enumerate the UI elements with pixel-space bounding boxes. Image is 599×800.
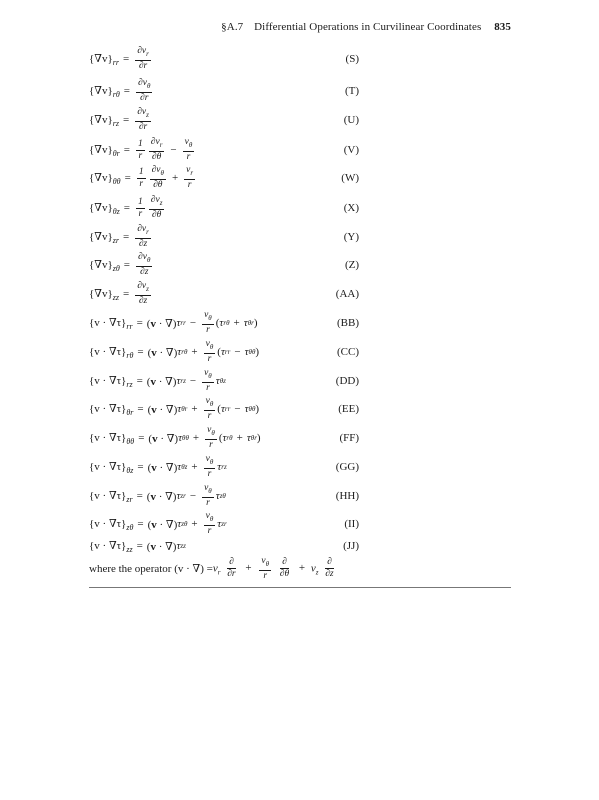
equation-row: [89, 336, 359, 368]
equation-label: (S): [345, 53, 359, 65]
equation-lhs: $\{v \cdot \nabla\tau\}_{zr}$: [89, 489, 133, 504]
horizontal-rule: [89, 587, 511, 588]
equation-label: (FF): [339, 432, 359, 444]
equation-label: (EE): [338, 403, 359, 415]
equation-label: (U): [343, 114, 359, 126]
equation-label: (HH): [335, 490, 359, 502]
equation-math: $\{\nabla v\}_{rz}$ = $\frac{\partial v_z}{\partial r}$: [89, 107, 149, 132]
equation-math: $\{v \cdot \nabla\tau\}_{\theta z}$ = (v · ∇) τ θz + $\frac{v_\theta}{r}$ τ rz: [89, 454, 227, 479]
equation-math: $\{v \cdot \nabla\tau\}_{r\theta}$ = (v · ∇) τ rθ + $\frac{v_\theta}{r}$ ( τ rr − τ θθ ): [89, 339, 260, 364]
equation-label: (GG): [335, 461, 359, 473]
equation-label: (Z): [344, 259, 359, 271]
equation-lhs: $\{\nabla v\}_{z\theta}$: [89, 258, 120, 273]
equation-row: [89, 104, 359, 136]
equation-label: (AA): [335, 288, 359, 300]
equation-math: $\{v \cdot \nabla\tau\}_{\theta r}$ = (v · ∇) τ θr + $\frac{v_\theta}{r}$ ( τ rr − τ θθ ): [89, 396, 260, 421]
equation-lhs: $\{\nabla v\}_{rr}$: [89, 52, 119, 67]
equation-row: [89, 192, 359, 224]
equation-row: [89, 451, 359, 483]
equation-label: (CC): [337, 346, 359, 358]
operator-expression: $v_r$ $\frac{\partial}{\partial r}$ + $\frac{v_\theta}{r}$ $\frac{\partial}{\partial\theta}$ + $v_z$ $\frac{\partial}{\partial z}$: [212, 556, 334, 581]
equation-math: $\{\nabla v\}_{z\theta}$ = $\frac{\partial v_\theta}{\partial z}$: [89, 252, 151, 277]
equation-lhs: $\{\nabla v\}_{zz}$: [89, 287, 119, 302]
page-number: 835: [494, 21, 511, 33]
equation-row: [89, 393, 359, 425]
equation-math: $\{\nabla v\}_{zr}$ = $\frac{\partial v_r}{\partial z}$: [89, 224, 149, 249]
equation-label: (BB): [337, 317, 359, 329]
equation-lhs: $\{v \cdot \nabla\tau\}_{r\theta}$: [89, 345, 134, 360]
equation-math: $\{v \cdot \nabla\tau\}_{rz}$ = (v · ∇) τ rz − $\frac{v_\theta}{r}$ τ θz: [89, 368, 226, 393]
equation-label: (DD): [335, 375, 359, 387]
equation-label: (T): [344, 85, 359, 97]
equation-row: [89, 422, 359, 454]
equation-lhs: $\{v \cdot \nabla\tau\}_{\theta\theta}$: [89, 431, 135, 446]
equation-row: [89, 43, 359, 75]
equation-lhs: $\{v \cdot \nabla\tau\}_{zz}$: [89, 539, 133, 554]
equation-math: $\{v \cdot \nabla\tau\}_{zr}$ = (v · ∇) τ zr − $\frac{v_\theta}{r}$ τ zθ: [89, 483, 226, 508]
equation-lhs: $\{\nabla v\}_{rz}$: [89, 113, 119, 128]
equation-lhs: $\{v \cdot \nabla\tau\}_{rz}$: [89, 374, 133, 389]
equation-row: [89, 75, 359, 107]
equation-lhs: $\{v \cdot \nabla\tau\}_{rr}$: [89, 316, 133, 331]
equation-math: $\{v \cdot \nabla\tau\}_{rr}$ = (v · ∇) τ rr − $\frac{v_\theta}{r}$ ( τ rθ + τ θr ): [89, 310, 258, 335]
equation-math: $\{\nabla v\}_{rr}$ = $\frac{\partial v_r}{\partial r}$: [89, 46, 149, 71]
equation-math: $\{\nabla v\}_{zz}$ = $\frac{\partial v_z}{\partial z}$: [89, 281, 149, 306]
equation-math: $\{v \cdot \nabla\tau\}_{z\theta}$ = (v · ∇) τ zθ + $\frac{v_\theta}{r}$ τ zr: [89, 511, 227, 536]
equation-label: (II): [344, 518, 359, 530]
page-header: [221, 21, 511, 33]
equation-row: [89, 249, 359, 281]
section-title: Differential Operations in Curvilinear Coordinates: [254, 21, 482, 33]
equation-lhs: $\{v \cdot \nabla\tau\}_{\theta z}$: [89, 460, 134, 475]
equation-math: $\{v \cdot \nabla\tau\}_{\theta\theta}$ = (v · ∇) τ θθ + $\frac{v_\theta}{r}$ ( τ rθ + τ θr ): [89, 425, 261, 450]
equation-math: $\{\nabla v\}_{\theta\theta}$ = $\frac{1}{r}$ $\frac{\partial v_\theta}{\partial\theta}$ + $\frac{v_r}{r}$: [89, 165, 194, 190]
equation-math: $\{\nabla v\}_{\theta z}$ = $\frac{1}{r}$ $\frac{\partial v_z}{\partial\theta}$: [89, 195, 163, 220]
equation-lhs: $\{\nabla v\}_{zr}$: [89, 230, 119, 245]
equation-math: $\{v \cdot \nabla\tau\}_{zz}$ = (v · ∇) τ zz: [89, 539, 186, 554]
equation-lhs: $\{\nabla v\}_{r\theta}$: [89, 84, 120, 99]
equation-lhs: $\{\nabla v\}_{\theta r}$: [89, 143, 120, 158]
equation-math: $\{\nabla v\}_{r\theta}$ = $\frac{\partial v_\theta}{\partial r}$: [89, 78, 151, 103]
equation-label: (JJ): [343, 540, 359, 552]
operator-note: [89, 556, 389, 582]
equation-label: (Y): [343, 231, 359, 243]
equation-lhs: $\{v \cdot \nabla\tau\}_{\theta r}$: [89, 402, 134, 417]
equation-label: (X): [343, 202, 359, 214]
operator-note-prefix: where the operator (v · ∇) =: [89, 563, 213, 576]
equation-lhs: $\{v \cdot \nabla\tau\}_{z\theta}$: [89, 517, 134, 532]
equation-label: (W): [341, 172, 359, 184]
equation-lhs: $\{\nabla v\}_{\theta z}$: [89, 201, 120, 216]
equation-lhs: $\{\nabla v\}_{\theta\theta}$: [89, 171, 121, 186]
equation-row: [89, 162, 359, 194]
equation-math: $\{\nabla v\}_{\theta r}$ = $\frac{1}{r}$ $\frac{\partial v_r}{\partial\theta}$ − $\frac{v_\theta}{r}$: [89, 137, 193, 162]
section-number: §A.7: [221, 21, 244, 33]
equation-row: [89, 307, 359, 339]
equation-row: [89, 278, 359, 310]
equation-label: (V): [343, 144, 359, 156]
